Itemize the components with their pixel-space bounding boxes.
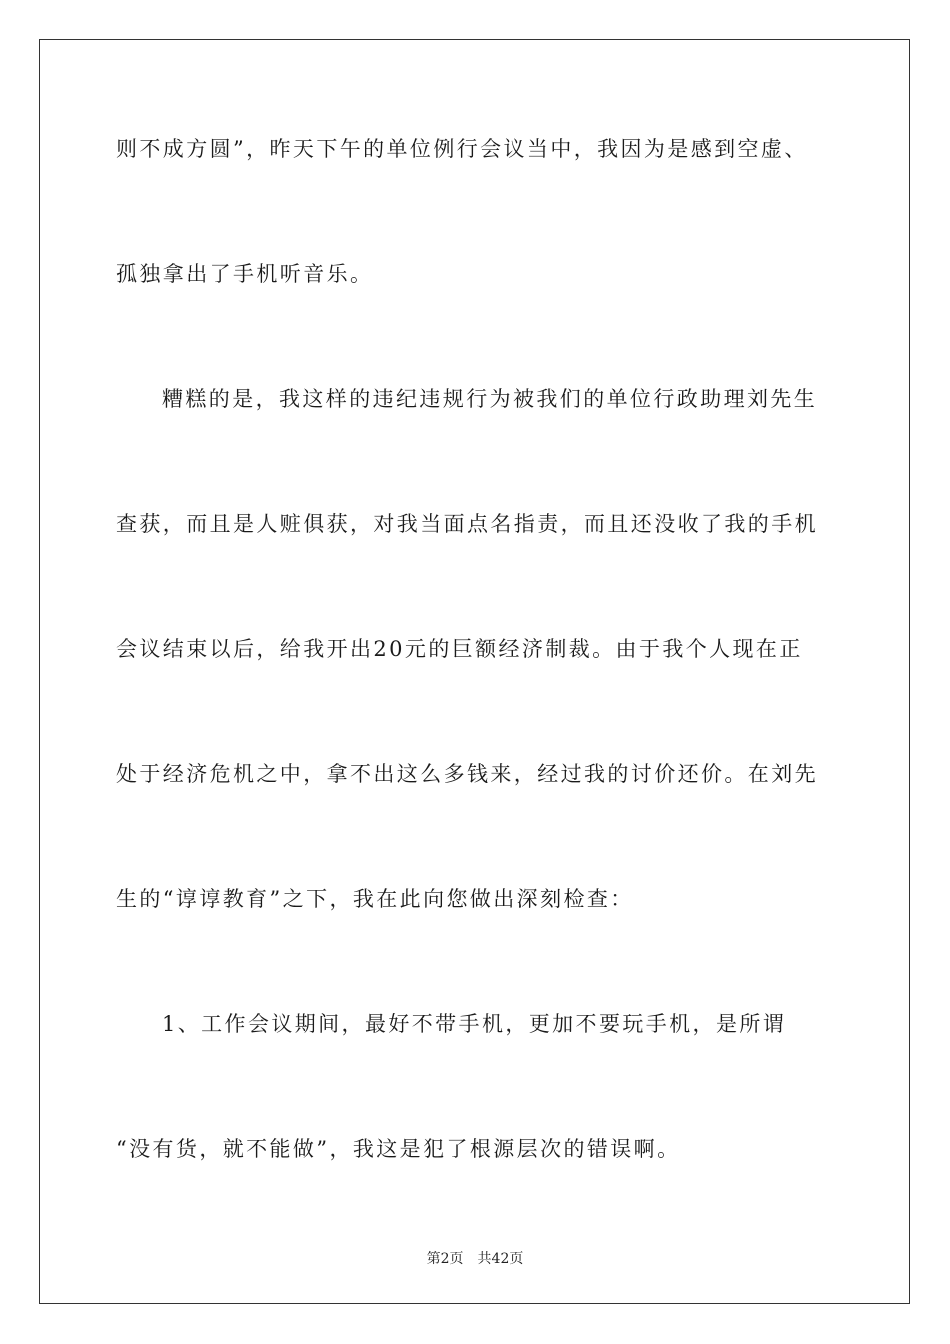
- paragraph-line: 生的“谆谆教育”之下，我在此向您做出深刻检查：: [116, 887, 634, 911]
- page-number: 第2页: [426, 1251, 464, 1267]
- document-page: [39, 39, 910, 1304]
- paragraph-line: 会议结束以后，给我开出20元的巨额经济制裁。由于我个人现在正: [116, 637, 803, 661]
- paragraph-line: 1、工作会议期间，最好不带手机，更加不要玩手机，是所谓: [162, 1012, 787, 1036]
- paragraph-line: 处于经济危机之中，拿不出这么多钱来，经过我的讨价还价。在刘先: [116, 762, 818, 786]
- paragraph-line: 孤独拿出了手机听音乐。: [116, 262, 374, 286]
- paragraph-line: “没有货，就不能做”，我这是犯了根源层次的错误啊。: [116, 1137, 681, 1161]
- paragraph-line: 查获，而且是人赃俱获，对我当面点名指责，而且还没收了我的手机: [116, 512, 818, 536]
- paragraph-line: 糟糕的是，我这样的违纪违规行为被我们的单位行政助理刘先生: [162, 387, 818, 411]
- page-total: 共42页: [477, 1251, 524, 1267]
- paragraph-line: 则不成方圆”，昨天下午的单位例行会议当中，我因为是感到空虚、: [116, 137, 808, 161]
- page-footer: [0, 1248, 950, 1268]
